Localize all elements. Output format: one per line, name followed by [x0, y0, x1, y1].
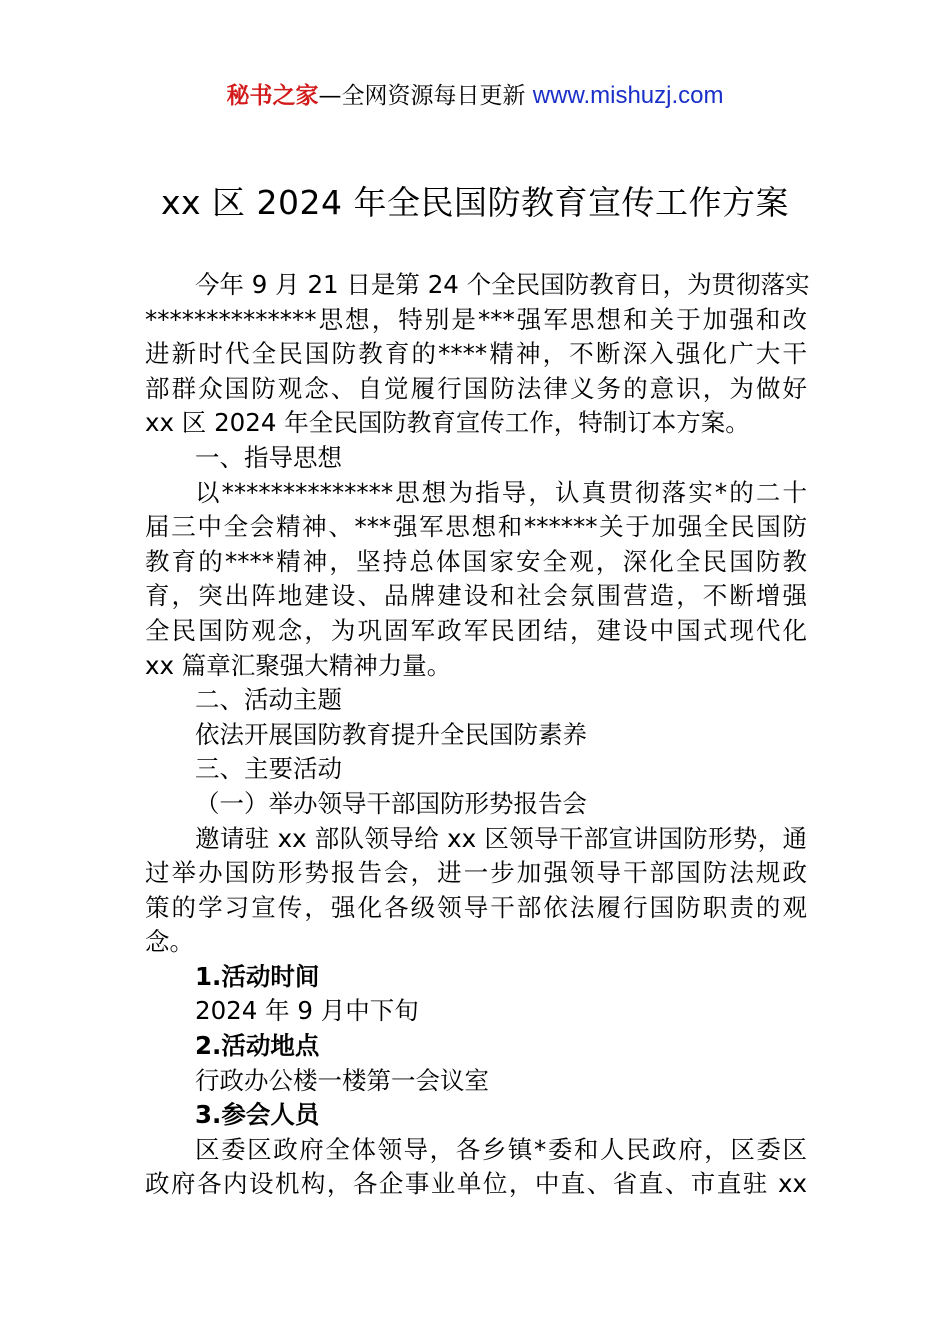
paragraph-line: 教育的****精神，坚持总体国家安全观，深化全民国防教 — [145, 546, 807, 576]
section-heading: 三、主要活动 — [195, 754, 342, 784]
paragraph-line: 策的学习宣传，强化各级领导干部依法履行国防职责的观 — [145, 892, 807, 922]
item-heading: 3.参会人员 — [195, 1100, 320, 1130]
paragraph-line: 育，突出阵地建设、品牌建设和社会氛围营造，不断增强 — [145, 581, 807, 611]
paragraph-line: 今年 9 月 21 日是第 24 个全民国防教育日，为贯彻落实 — [195, 270, 810, 299]
site-tagline: —全网资源每日更新 — [318, 83, 533, 109]
paragraph-line: 进新时代全民国防教育的****精神，不断深入强化广大干 — [145, 339, 807, 369]
paragraph-line: 依法开展国防教育提升全民国防素养 — [195, 719, 587, 749]
subsection-heading: （一）举办领导干部国防形势报告会 — [195, 788, 587, 818]
paragraph-line: 念。 — [145, 927, 194, 957]
paragraph-line: **************思想，特别是***强军思想和关于加强和改 — [145, 304, 807, 334]
paragraph-line: 邀请驻 xx 部队领导给 xx 区领导干部宣讲国防形势，通 — [195, 823, 807, 853]
paragraph-line: xx 篇章汇聚强大精神力量。 — [145, 650, 452, 680]
section-heading: 一、指导思想 — [195, 442, 342, 472]
paragraph-line: 部群众国防观念、自觉履行国防法律义务的意识，为做好 — [145, 373, 807, 403]
section-heading: 二、活动主题 — [195, 685, 342, 715]
document-body — [145, 268, 810, 1202]
paragraph-line: 行政办公楼一楼第一会议室 — [195, 1065, 489, 1095]
paragraph-line: 过举办国防形势报告会，进一步加强领导干部国防法规政 — [145, 858, 807, 888]
paragraph-line: 2024 年 9 月中下旬 — [195, 996, 419, 1026]
paragraph-line: 全民国防观念，为巩固军政军民团结，建设中国式现代化 — [145, 615, 807, 645]
site-url-link[interactable]: www.mishuzj.com — [532, 82, 724, 109]
paragraph-line: 以**************思想为指导，认真贯彻落实*的二十 — [195, 477, 807, 507]
site-brand: 秘书之家 — [226, 83, 319, 109]
site-header — [0, 80, 950, 112]
item-heading: 1.活动时间 — [195, 961, 320, 991]
paragraph-line: xx 区 2024 年全民国防教育宣传工作，特制订本方案。 — [145, 408, 750, 438]
paragraph-line: 届三中全会精神、***强军思想和******关于加强全民国防 — [145, 512, 807, 542]
document-title: xx 区 2024 年全民国防教育宣传工作方案 — [160, 183, 789, 222]
paragraph-line: 政府各内设机构，各企事业单位，中直、省直、市直驻 xx — [145, 1169, 807, 1199]
paragraph-line: 区委区政府全体领导，各乡镇*委和人民政府，区委区 — [195, 1134, 807, 1164]
item-heading: 2.活动地点 — [195, 1031, 320, 1061]
